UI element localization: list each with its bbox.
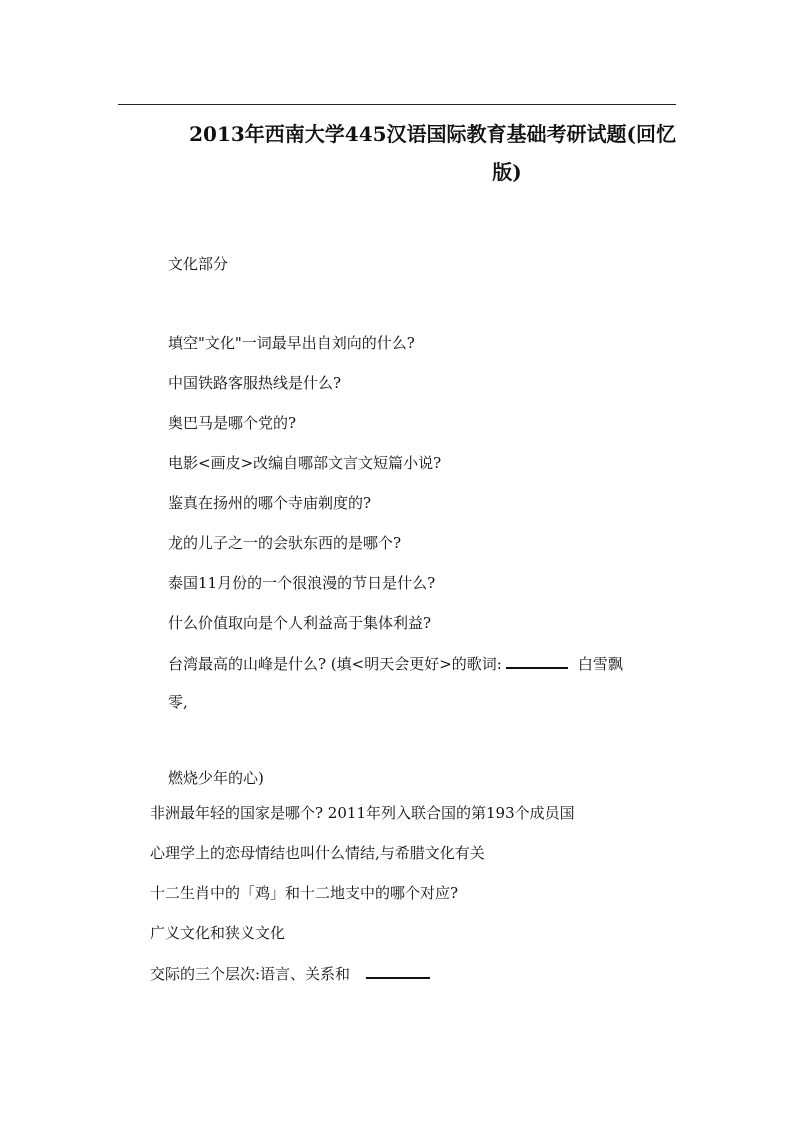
section-heading: 文化部分 — [168, 255, 229, 273]
question-12: 十二生肖中的「鸡」和十二地支中的哪个对应? — [150, 884, 459, 902]
question-11: 心理学上的恋母情结也叫什么情结,与希腊文化有关 — [150, 844, 485, 862]
question-6: 龙的儿子之一的会驮东西的是哪个? — [168, 534, 402, 552]
question-9-closing: 燃烧少年的心) — [168, 769, 264, 787]
question-4: 电影<画皮>改编自哪部文言文短篇小说? — [168, 454, 442, 472]
question-3: 奥巴马是哪个党的? — [168, 414, 297, 432]
question-5: 鉴真在扬州的哪个寺庙剃度的? — [168, 494, 372, 512]
question-9-continuation: 零, — [168, 693, 188, 711]
question-7: 泰国11月份的一个很浪漫的节日是什么? — [168, 574, 436, 592]
question-14 — [150, 963, 430, 984]
fill-blank-1 — [506, 653, 568, 669]
question-9-after-blank: 白雪飘 — [577, 655, 623, 673]
document-title-line-2 — [118, 156, 676, 185]
question-8: 什么价值取向是个人利益高于集体利益? — [168, 614, 432, 632]
question-9-text: 台湾最高的山峰是什么? (填<明天会更好>的歌词: — [168, 655, 502, 673]
question-10: 非洲最年轻的国家是哪个? 2011年列入联合国的第193个成员国 — [150, 804, 575, 822]
question-1: 填空"文化"一词最早出自刘向的什么? — [168, 334, 415, 352]
document-title-line-2-text: 版) — [492, 160, 522, 184]
question-9 — [168, 653, 623, 674]
question-13: 广义文化和狭义文化 — [150, 924, 286, 942]
question-14-text: 交际的三个层次:语言、关系和 — [150, 965, 351, 983]
question-2: 中国铁路客服热线是什么? — [168, 374, 342, 392]
fill-blank-2 — [366, 963, 430, 979]
document-title-line-1: 2013年西南大学445汉语国际教育基础考研试题(回忆 — [189, 122, 676, 146]
header-rule — [118, 104, 676, 105]
